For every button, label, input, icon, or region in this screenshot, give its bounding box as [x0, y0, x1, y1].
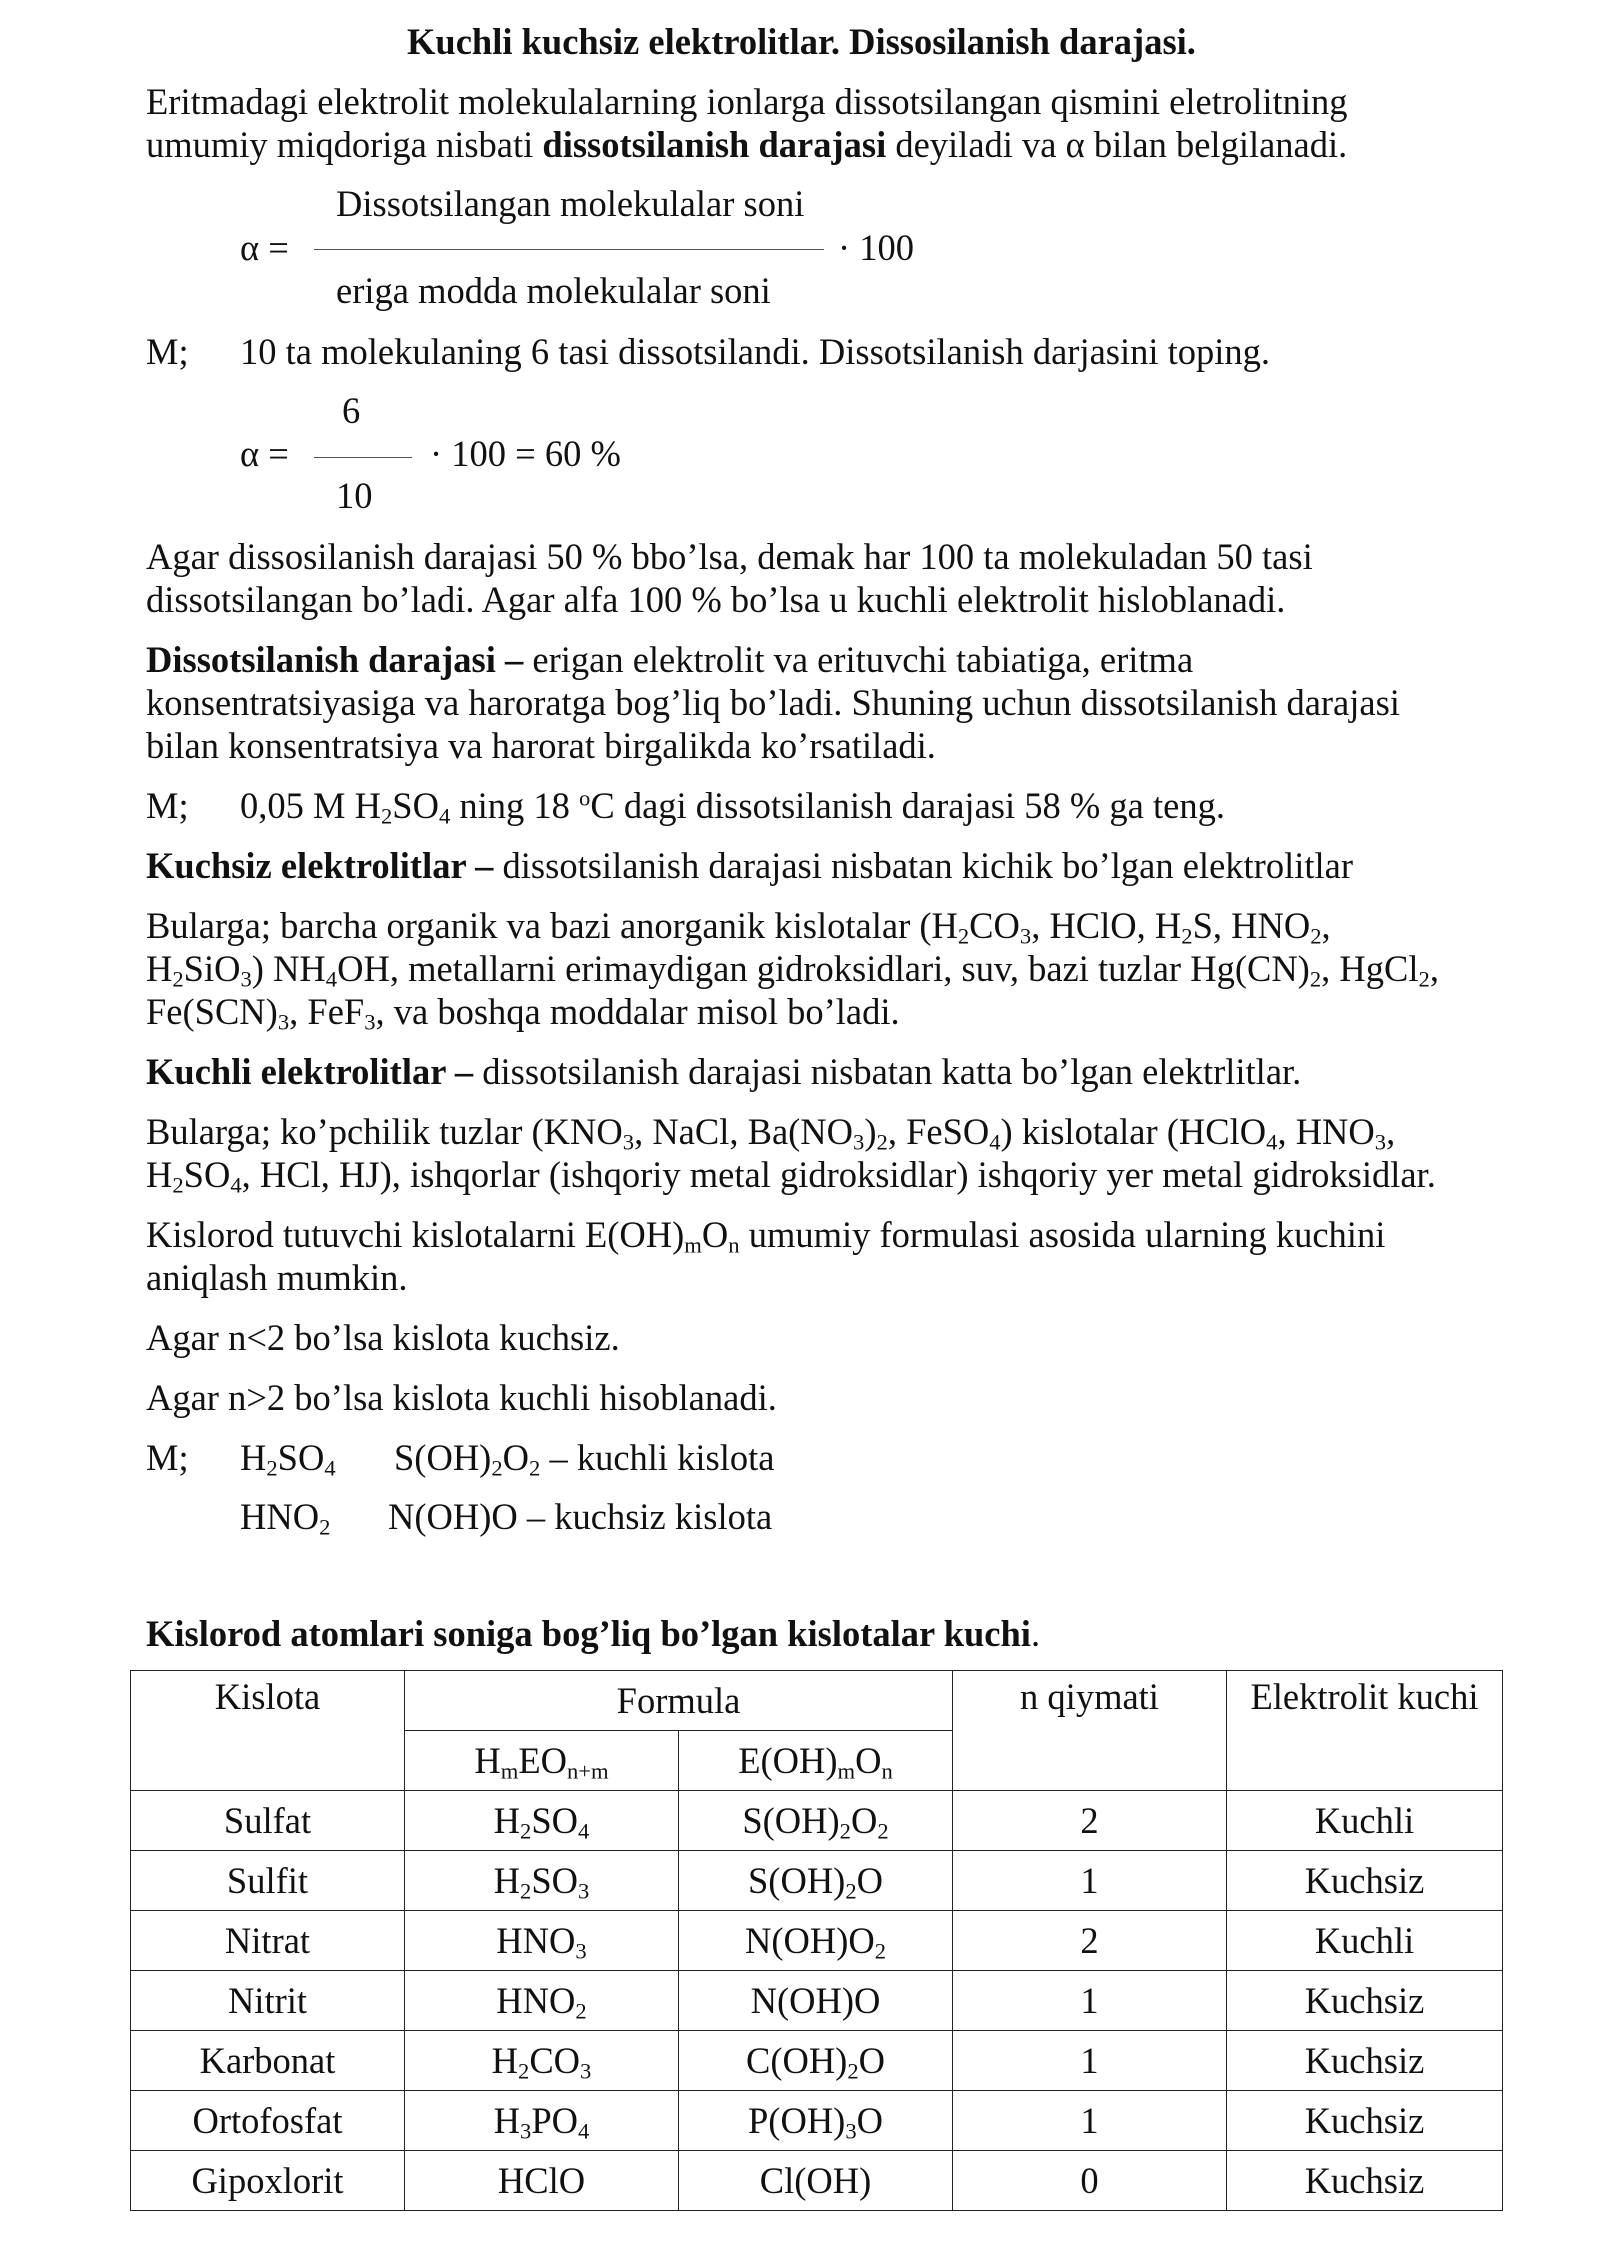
strong-def-text: dissotsilanish darajasi nisbatan katta bo’lgan elektrlitlar.	[473, 1051, 1302, 1092]
formula-1-fraction-bar	[314, 249, 824, 250]
term-dissociation-degree-def: Dissotsilanish darajasi –	[146, 639, 524, 680]
ex2-part: C dagi dissotsilanish darajasi 58 % ga teng.	[590, 785, 1225, 826]
cell-n-value: 1	[953, 1851, 1227, 1911]
para-3-line-2: konsentratsiyasiga va haroratga bog’liq bo’ladi. Shuning uchun dissotsilanish darajasi	[146, 682, 1400, 723]
rule-part: umumiy formulasi asosida ularning kuchini	[739, 1214, 1386, 1255]
rule-strong: Agar n>2 bo’lsa kislota kuchli hisoblanadi.	[146, 1377, 777, 1418]
cell-acid-name: Nitrat	[131, 1911, 405, 1971]
cell-acid-name: Nitrit	[131, 1971, 405, 2031]
table-title	[146, 1612, 1040, 1655]
table-title-text: Kislorod atomlari soniga bog’liq bo’lgan kislotalar kuchi	[146, 1613, 1031, 1654]
rule-line-1	[146, 1213, 1385, 1256]
cell-formula-structural: $S(OH)_2O_2$	[679, 1791, 953, 1851]
example-3-formula-2: N(OH)O – kuchsiz kislota	[388, 1496, 773, 1537]
para-2-line-1: Agar dissosilanish darajasi 50 % bbo’lsa, demak har 100 ta molekuladan 50 tasi	[146, 536, 1313, 577]
cell-strength: Kuchli	[1227, 1791, 1503, 1851]
cell-strength: Kuchsiz	[1227, 2151, 1503, 2211]
cell-formula-structural: $S(OH)_2O$	[679, 1851, 953, 1911]
cell-strength: Kuchsiz	[1227, 2091, 1503, 2151]
formula-1-denominator: eriga modda molekulalar soni	[336, 270, 771, 311]
formula-2-fraction-bar	[314, 457, 412, 458]
table-row	[131, 2031, 1503, 2091]
example-1-text: 10 ta molekulaning 6 tasi dissotsilandi. Dissotsilanish darjasini toping.	[240, 331, 1271, 372]
ex3-part: – kuchli kislota	[540, 1437, 775, 1478]
header-formula-general: $H_mEO_{n+m}$	[405, 1731, 679, 1791]
ex3-sub: 2	[491, 1455, 503, 1481]
weak-examples-line-2: $H_2SiO_3$) $NH_4OH$, metallarni erimaydigan gidroksidlari, suv, bazi tuzlar $Hg(CN)_2$, HgCl$_2$,	[146, 948, 1439, 992]
ex3-part: O	[502, 1437, 529, 1478]
formula-2-multiplier: · 100 = 60 %	[430, 433, 621, 474]
para-3-text: erigan elektrolit va erituvchi tabiatiga, eritma	[523, 639, 1194, 680]
cell-formula-structural: $C(OH)_2O$	[679, 2031, 953, 2091]
ex2-degree: o	[579, 785, 591, 811]
strong-examples-line-1: Bularga; ko’pchilik tuzlar ($KNO_3$, NaCl, $Ba(NO_3)_2$, FeSO$_4$) kislotalar (HClO$_4$, $HNO_3$,	[146, 1111, 1396, 1155]
table-row	[131, 1911, 1503, 1971]
rule-line-2: aniqlash mumkin.	[146, 1257, 408, 1298]
para-3-line-3: bilan konsentratsiya va harorat birgalikda ko’rsatiladi.	[146, 725, 936, 766]
header-acid: Kislota	[131, 1671, 405, 1791]
table-title-dot: .	[1030, 1613, 1041, 1654]
cell-formula-general: $H_3PO_4$	[405, 2091, 679, 2151]
cell-acid-name: Sulfit	[131, 1851, 405, 1911]
ex2-part: ning 18	[450, 785, 580, 826]
term-dissociation-degree: dissotsilanish darajasi	[542, 124, 887, 165]
example-3-acid-1: $H_2SO_4$	[240, 1437, 336, 1481]
formula-1-numerator: Dissotsilangan molekulalar soni	[336, 183, 805, 224]
para-3-line-1	[146, 638, 1193, 681]
formula-1-multiplier: · 100	[838, 227, 915, 268]
cell-formula-general: $HNO_2$	[405, 1971, 679, 2031]
ex2-part: SO	[392, 785, 439, 826]
cell-formula-structural: $P(OH)_3O$	[679, 2091, 953, 2151]
example-3-formula-1	[394, 1436, 775, 1479]
cell-acid-name: Sulfat	[131, 1791, 405, 1851]
ex2-sub: 4	[438, 803, 451, 829]
cell-strength: Kuchsiz	[1227, 2031, 1503, 2091]
term-strong: Kuchli elektrolitlar –	[146, 1051, 474, 1092]
cell-n-value: 1	[953, 2031, 1227, 2091]
cell-formula-general: HClO	[405, 2151, 679, 2211]
header-strength: Elektrolit kuchi	[1227, 1671, 1503, 1791]
example-3-marker: M;	[146, 1437, 189, 1478]
rule-part: Kislorod tutuvchi kislotalarni E(OH)	[146, 1214, 685, 1255]
table-row	[131, 1851, 1503, 1911]
example-3-acid-2: $HNO_2$	[240, 1496, 331, 1540]
table-row	[131, 1791, 1503, 1851]
weak-electrolytes-def	[146, 844, 1353, 887]
table-row	[131, 2091, 1503, 2151]
header-formula: Formula	[405, 1671, 953, 1731]
cell-strength: Kuchli	[1227, 1911, 1503, 1971]
cell-strength: Kuchsiz	[1227, 1851, 1503, 1911]
cell-strength: Kuchsiz	[1227, 1971, 1503, 2031]
strong-examples-line-2: $H_2SO_4$, HCl, HJ), ishqorlar (ishqoriy metal gidroksidlar) ishqoriy yer metal gidroksidlar.	[146, 1154, 1436, 1198]
cell-n-value: 2	[953, 1791, 1227, 1851]
para-2-line-2: dissotsilangan bo’ladi. Agar alfa 100 % bo’lsa u kuchli elektrolit hisloblanadi.	[146, 579, 1286, 620]
weak-examples-line-3: $Fe(SCN)_3$, FeF$_3$, va boshqa moddalar misol bo’ladi.	[146, 991, 900, 1035]
cell-n-value: 0	[953, 2151, 1227, 2211]
rule-sub-n: n	[728, 1232, 740, 1258]
rule-weak: Agar n<2 bo’lsa kislota kuchsiz.	[146, 1317, 620, 1358]
formula-2-denominator: 10	[336, 475, 373, 516]
table-header-row-1	[131, 1671, 1503, 1731]
acid-strength-table	[130, 1670, 1503, 2211]
cell-formula-general: $H_2SO_3$	[405, 1851, 679, 1911]
formula-2-lhs: α =	[240, 433, 289, 474]
cell-acid-name: Ortofosfat	[131, 2091, 405, 2151]
cell-n-value: 2	[953, 1911, 1227, 1971]
cell-formula-structural: N(OH)O	[679, 1971, 953, 2031]
term-weak: Kuchsiz elektrolitlar –	[146, 845, 494, 886]
ex2-part: 0,05 M H	[240, 785, 381, 826]
cell-n-value: 1	[953, 1971, 1227, 2031]
header-formula-structural: $E(OH)_mO_n$	[679, 1731, 953, 1791]
cell-formula-structural: Cl(OH)	[679, 2151, 953, 2211]
table-row	[131, 2151, 1503, 2211]
weak-examples-line-1: Bularga; barcha organik va bazi anorganik kislotalar ($H_2CO_3$, HClO, $H_2S$, $HNO_2$,	[146, 905, 1331, 949]
cell-n-value: 1	[953, 2091, 1227, 2151]
ex2-sub: 2	[380, 803, 393, 829]
table-row	[131, 1971, 1503, 2031]
intro-text: umumiy miqdoriga nisbati	[146, 124, 543, 165]
intro-line-2	[146, 123, 1347, 166]
cell-formula-general: $HNO_3$	[405, 1911, 679, 1971]
example-2-text	[240, 784, 1225, 827]
formula-1-lhs: α =	[240, 227, 289, 268]
cell-acid-name: Karbonat	[131, 2031, 405, 2091]
example-2-marker: M;	[146, 785, 189, 826]
cell-formula-structural: $N(OH)O_2$	[679, 1911, 953, 1971]
cell-acid-name: Gipoxlorit	[131, 2151, 405, 2211]
strong-electrolytes-def	[146, 1050, 1301, 1093]
intro-text-end: deyiladi va α bilan belgilanadi.	[886, 124, 1348, 165]
example-1-marker: M;	[146, 331, 189, 372]
page-title: Kuchli kuchsiz elektrolitlar. Dissosilanish darajasi.	[407, 21, 1196, 62]
weak-def-text: dissotsilanish darajasi nisbatan kichik bo’lgan elektrolitlar	[493, 845, 1353, 886]
cell-formula-general: $H_2SO_4$	[405, 1791, 679, 1851]
ex3-part: S(OH)	[394, 1437, 492, 1478]
cell-formula-general: $H_2CO_3$	[405, 2031, 679, 2091]
intro-line-1: Eritmadagi elektrolit molekulalarning ionlarga dissotsilangan qismini eletrolitning	[146, 81, 1348, 122]
rule-sub-m: m	[684, 1232, 702, 1258]
header-n-value: n qiymati	[953, 1671, 1227, 1791]
formula-2-numerator: 6	[342, 390, 361, 431]
rule-part: O	[701, 1214, 729, 1255]
ex3-sub: 2	[529, 1455, 541, 1481]
